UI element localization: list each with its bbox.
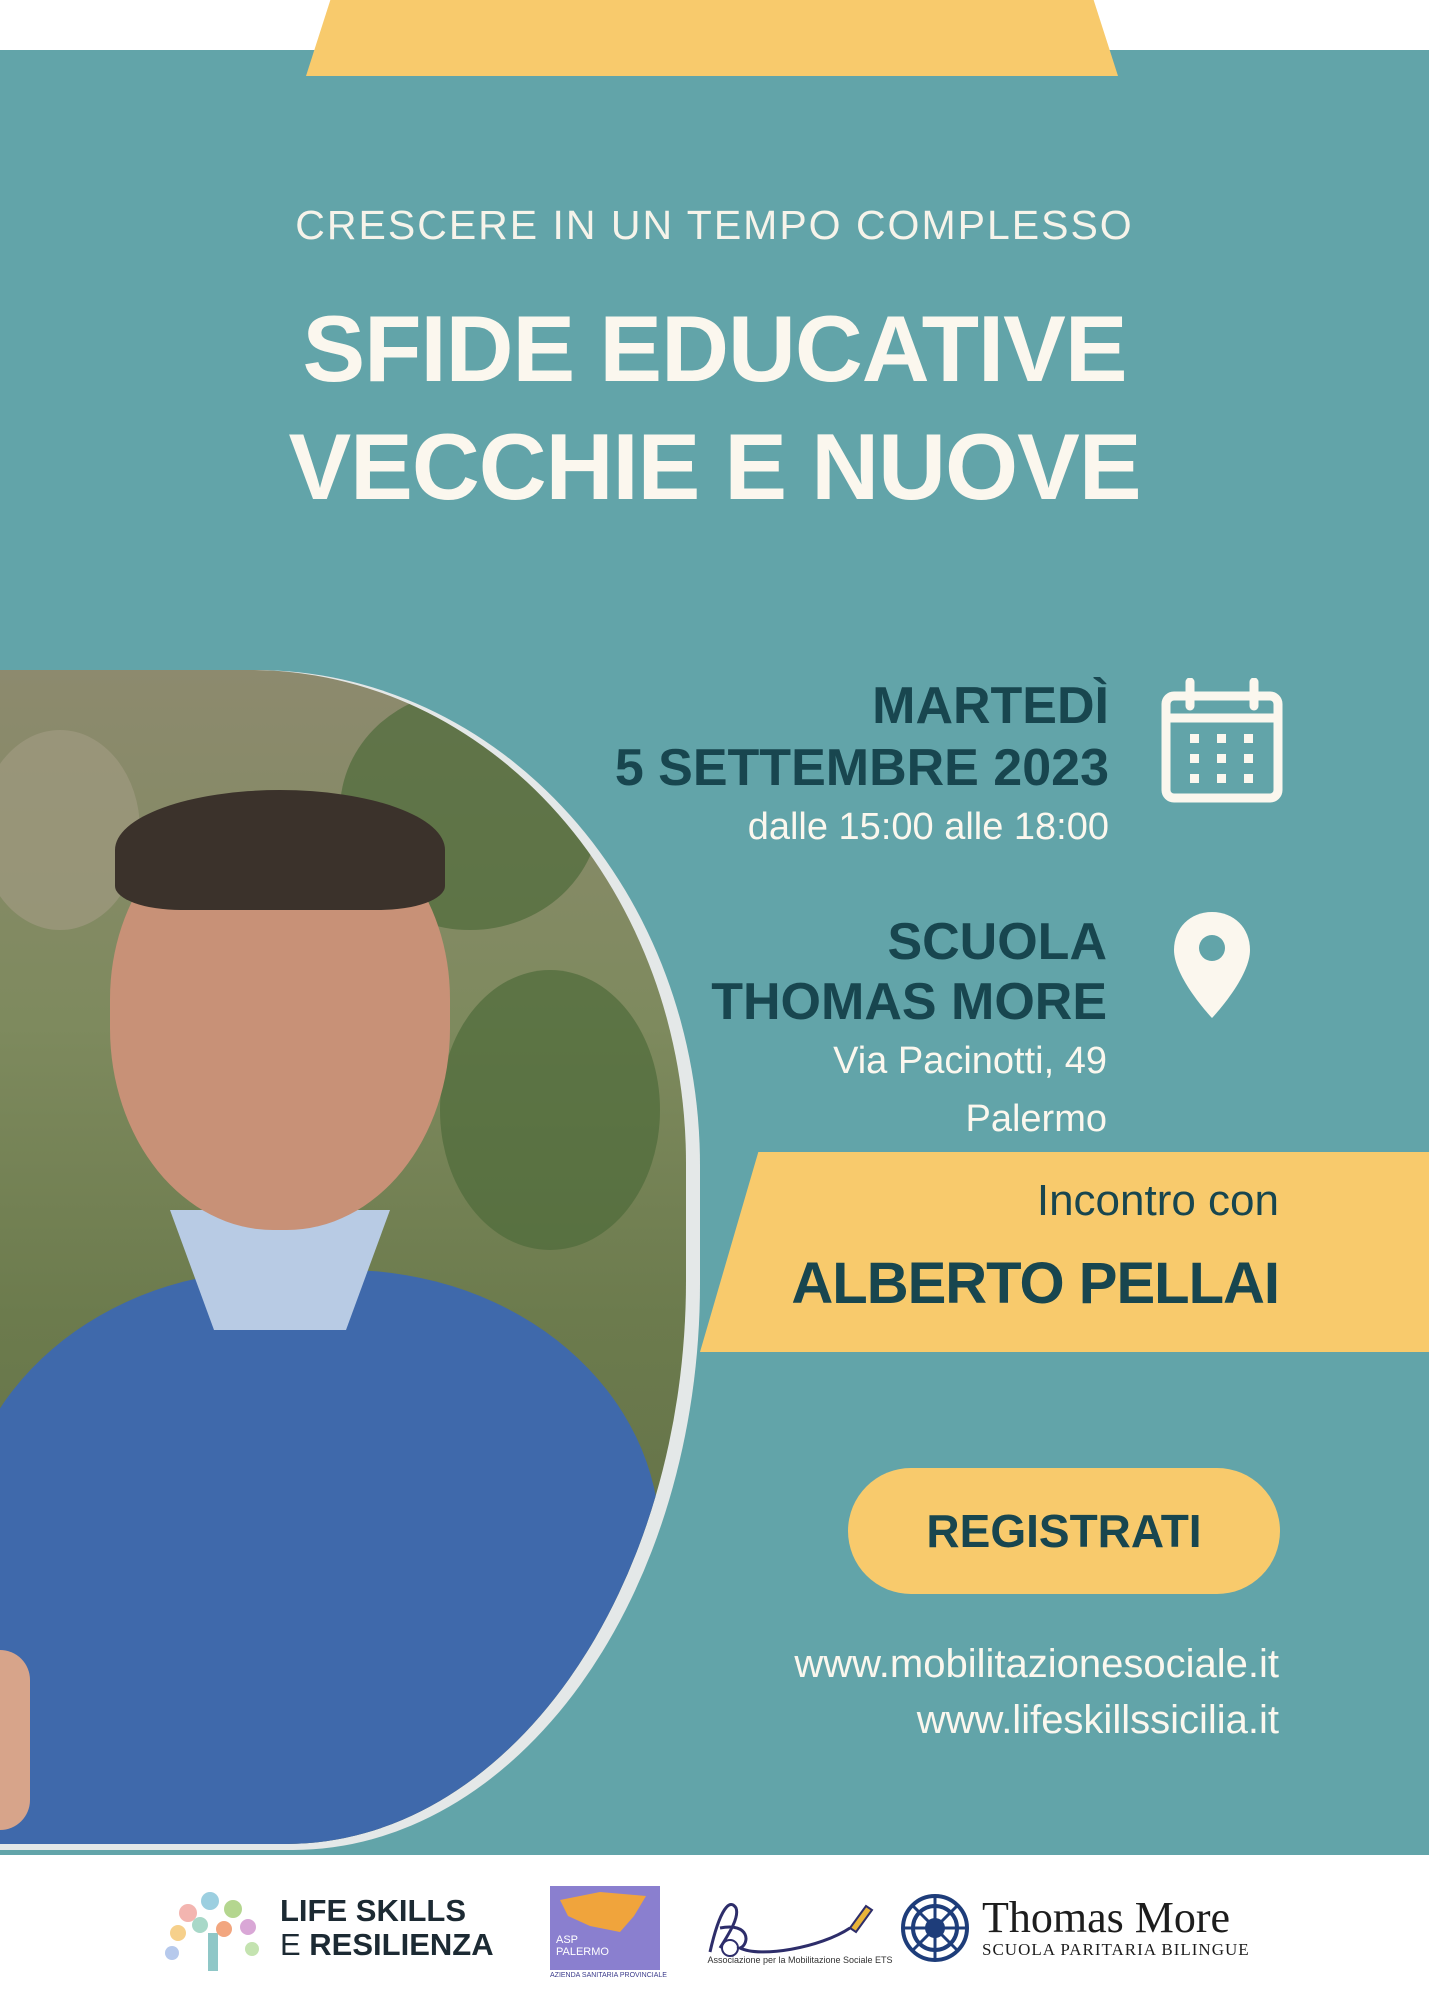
- speaker-photo-frame: [0, 670, 700, 1850]
- event-date-full: 5 SETTEMBRE 2023: [614, 739, 1109, 797]
- asp-line-2: PALERMO: [556, 1945, 609, 1958]
- venue-city: Palermo: [965, 1098, 1107, 1140]
- title-line-1: SFIDE EDUCATIVE: [302, 296, 1127, 401]
- event-venue: [711, 912, 1107, 1148]
- poster-subtitle: CRESCERE IN UN TEMPO COMPLESSO: [295, 202, 1134, 248]
- sponsor-footer: [0, 1855, 1429, 2000]
- website-links: [794, 1636, 1279, 1748]
- map-pin-icon: [1172, 910, 1252, 1020]
- asp-line-3: AZIENDA SANITARIA PROVINCIALE: [550, 1971, 667, 1979]
- tree-icon: [158, 1883, 268, 1973]
- asp-line-1: ASP: [556, 1933, 579, 1946]
- event-time: dalle 15:00 alle 18:00: [747, 806, 1109, 848]
- event-day: MARTEDÌ: [872, 677, 1109, 735]
- title-line-2: VECCHIE E NUOVE: [288, 414, 1141, 519]
- venue-address: Via Pacinotti, 49: [833, 1040, 1107, 1082]
- amg-logo: [690, 1855, 910, 2000]
- event-date: [615, 675, 1109, 855]
- speaker-intro: Incontro con: [1036, 1176, 1279, 1225]
- sicily-icon: [550, 1886, 660, 1940]
- register-button[interactable]: REGISTRATI: [848, 1468, 1280, 1594]
- venue-line-2: THOMAS MORE: [711, 973, 1107, 1031]
- venue-line-1: SCUOLA: [887, 913, 1107, 971]
- lifeskills-line-1: LIFE SKILLS: [280, 1892, 466, 1928]
- amg-caption: Associazione per la Mobilitazione Sociale ETS: [707, 1955, 893, 1965]
- top-accent-tab: [306, 0, 1118, 76]
- speaker-name: ALBERTO PELLAI: [791, 1251, 1279, 1316]
- lifeskills-line-2a: E: [280, 1926, 310, 1962]
- poster-title: [0, 290, 1429, 526]
- rosette-icon: [900, 1893, 970, 1963]
- website-link[interactable]: www.mobilitazionesociale.it: [794, 1642, 1279, 1686]
- website-link[interactable]: www.lifeskillssicilia.it: [916, 1698, 1279, 1742]
- tm-title: Thomas More: [982, 1892, 1231, 1942]
- tm-subtitle: SCUOLA PARITARIA BILINGUE: [982, 1939, 1250, 1959]
- asp-palermo-logo: [550, 1855, 667, 2000]
- thomas-more-logo: [900, 1855, 1250, 2000]
- speaker-photo: [0, 670, 686, 1844]
- lifeskills-line-2b: RESILIENZA: [309, 1926, 494, 1962]
- lifeskills-logo: [158, 1855, 494, 2000]
- calendar-icon: [1160, 678, 1284, 804]
